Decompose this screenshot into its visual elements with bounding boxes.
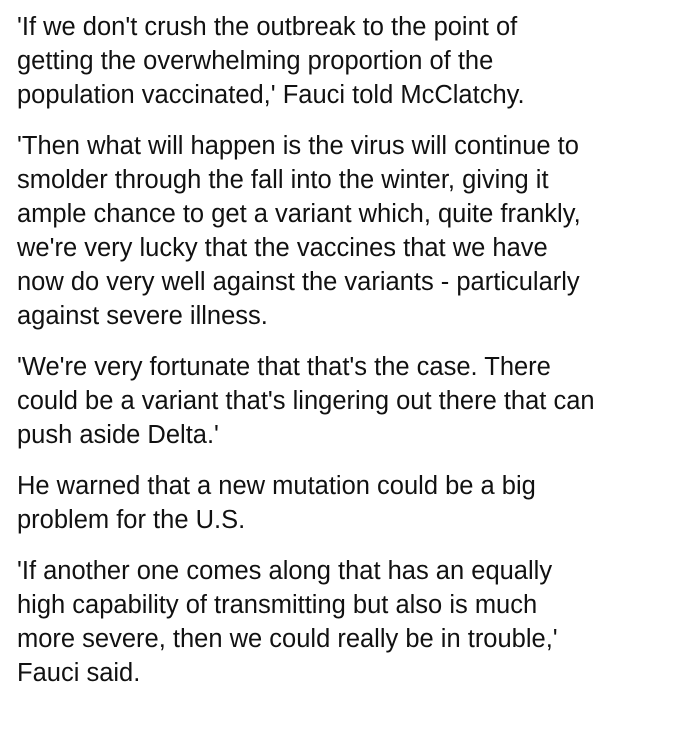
paragraph-fauci-quote-outbreak [17,10,690,112]
text-line: ample chance to get a variant which, quite frankly, [17,200,581,228]
text-line: 'If another one comes along that has an equally [17,557,553,585]
text-line: population vaccinated,' Fauci told McClatchy. [17,81,525,109]
text-line: high capability of transmitting but also is much [17,591,538,619]
text-line: Fauci said. [17,659,141,687]
text-line: now do very well against the variants - particularly [17,268,580,296]
text-line: 'If we don't crush the outbreak to the point of [17,13,518,41]
paragraph-fauci-quote-fortunate [17,350,690,452]
text-line: push aside Delta.' [17,421,219,449]
paragraph-fauci-quote-trouble [17,554,690,690]
text-line: 'We're very fortunate that that's the case. There [17,353,551,381]
text-line: more severe, then we could really be in trouble,' [17,625,558,653]
text-line: we're very lucky that the vaccines that we have [17,234,548,262]
text-line: He warned that a new mutation could be a big [17,472,536,500]
text-line: 'Then what will happen is the virus will continue to [17,132,579,160]
text-line: could be a variant that's lingering out there that can [17,387,595,415]
paragraph-fauci-quote-variant [17,129,690,333]
text-line: against severe illness. [17,302,268,330]
text-line: getting the overwhelming proportion of the [17,47,494,75]
paragraph-warning [17,469,690,537]
text-line: smolder through the fall into the winter, giving it [17,166,549,194]
text-line: problem for the U.S. [17,506,246,534]
